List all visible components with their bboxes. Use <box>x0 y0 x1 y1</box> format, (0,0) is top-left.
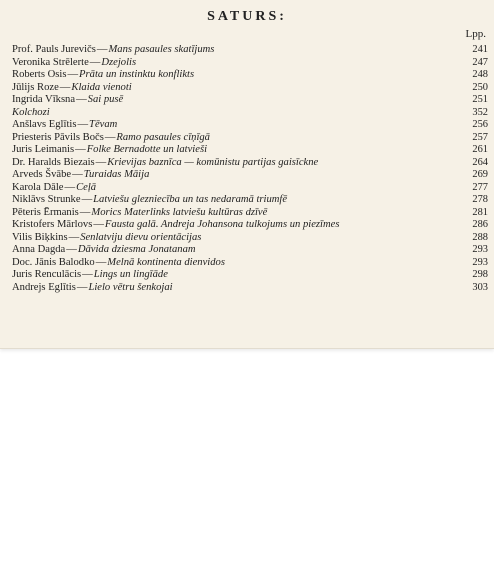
entry-dash: — <box>68 231 80 243</box>
toc-entry <box>12 57 488 70</box>
entry-title: Mans pasaules skatījums <box>108 44 215 55</box>
entry-dash: — <box>66 244 77 255</box>
entry-author: Karola Dāle <box>12 181 64 193</box>
entry-title: Sai pusē <box>87 94 124 105</box>
entry-title: Senlatviju dievu orientācijas <box>80 231 202 243</box>
entry-page-number: 278 <box>472 194 488 205</box>
entry-author: Ingrida Vīksna <box>12 94 76 105</box>
entry-author: Niklāvs Strunke <box>12 194 81 205</box>
entry-page-number: 247 <box>472 56 488 68</box>
entry-title: Lings un lingīāde <box>93 269 168 280</box>
entry-author: Doc. Jānis Balodko <box>12 256 95 268</box>
entry-page-number: 251 <box>472 94 488 105</box>
entry-dash: — <box>95 256 107 268</box>
entry-author: Pēteris Ērmanis <box>12 206 79 218</box>
toc-entry <box>12 107 488 120</box>
entry-dash: — <box>104 131 116 143</box>
entry-page-number: 298 <box>472 269 488 280</box>
entry-page-number: 248 <box>472 69 488 80</box>
entry-dash: — <box>59 81 71 93</box>
entry-author: Prof. Pauls Jurevičs <box>12 44 96 55</box>
toc-entry <box>12 257 488 270</box>
entry-dash: — <box>79 206 91 218</box>
entry-page-number: 250 <box>472 81 488 93</box>
entry-page-number: 293 <box>472 256 488 268</box>
entry-dash: — <box>76 281 88 293</box>
entry-author: Andrejs Eglītis <box>12 281 76 293</box>
entry-page-number: 277 <box>472 181 488 193</box>
entry-dash: — <box>81 194 93 205</box>
toc-entry <box>12 207 488 220</box>
entry-title: Latviešu glezniecība un tas nedaramā triumfē <box>93 194 288 205</box>
entry-page-number: 241 <box>472 44 488 55</box>
entry-author: Anšlavs Eglītis <box>12 119 77 130</box>
entry-title: Krievijas baznīca — komūnistu partijas gaisīckne <box>107 156 319 168</box>
entry-page-number: 256 <box>472 119 488 130</box>
entry-dash: — <box>93 219 104 230</box>
entry-author: Anna Dagda <box>12 244 66 255</box>
contents-title: SATURS: <box>207 9 287 24</box>
entry-dash: — <box>72 169 83 180</box>
toc-entry <box>12 282 488 295</box>
entry-author: Jūlijs Roze <box>12 81 59 93</box>
entry-dash: — <box>64 181 76 193</box>
toc-entry <box>12 269 488 282</box>
entry-author: Juris Renculācis <box>12 269 82 280</box>
entry-title: Ceļā <box>76 181 97 193</box>
toc-entry <box>12 157 488 170</box>
toc-entry <box>12 69 488 82</box>
entry-author: Dr. Haralds Biezais <box>12 156 95 168</box>
toc-entry <box>12 219 488 232</box>
entry-title: Turaidas Māija <box>83 169 150 180</box>
entry-dash: — <box>89 56 101 68</box>
entry-page-number: 281 <box>472 206 488 218</box>
entry-page-number: 352 <box>472 106 488 118</box>
pages-column-header: Lpp. <box>465 28 486 40</box>
entry-title: Tēvam <box>89 119 118 130</box>
entry-page-number: 257 <box>472 131 488 143</box>
entry-title: Lielo vētru šenkojai <box>88 281 173 293</box>
entry-page-number: 261 <box>472 144 488 155</box>
toc-entry <box>12 94 488 107</box>
entry-author: Juris Leimanis <box>12 144 75 155</box>
entry-page-number: 303 <box>472 281 488 293</box>
entry-dash: — <box>82 269 93 280</box>
entry-title: Folke Bernadotte un latvieši <box>86 144 208 155</box>
entry-title: Fausta galā. Andreja Johansona tulkojums un piezīmes <box>104 219 340 230</box>
toc-entry <box>12 132 488 145</box>
entry-title: Ramo pasaules cīņīgā <box>116 131 210 143</box>
entry-dash: — <box>76 94 87 105</box>
entry-page-number: 264 <box>472 156 488 168</box>
entry-dash: — <box>75 144 86 155</box>
toc-entry <box>12 144 488 157</box>
entry-title: Dzejolis <box>101 56 137 68</box>
entry-author: Arveds Švābe <box>12 169 72 180</box>
entry-dash: — <box>95 156 107 168</box>
entry-author: Kolchozi <box>12 106 50 118</box>
entry-author: Priesteris Pāvils Bočs <box>12 131 104 143</box>
entry-title: Prāta un instinktu konflikts <box>79 69 195 80</box>
toc-entry <box>12 244 488 257</box>
entry-page-number: 286 <box>472 219 488 230</box>
entry-page-number: 293 <box>472 244 488 255</box>
table-of-contents <box>12 44 488 294</box>
entry-page-number: 288 <box>472 231 488 243</box>
toc-entry <box>12 44 488 57</box>
entry-page-number: 269 <box>472 169 488 180</box>
entry-title: Morics Materlinks latviešu kultūras dzīvē <box>91 206 268 218</box>
toc-entry <box>12 169 488 182</box>
entry-dash: — <box>67 69 79 80</box>
entry-title: Dāvida dziesma Jonatanam <box>77 244 196 255</box>
toc-entry <box>12 119 488 132</box>
entry-title: Melnā kontinenta dienvidos <box>107 256 225 268</box>
toc-entry <box>12 232 488 245</box>
entry-dash: — <box>77 119 89 130</box>
entry-author: Vilis Biķkins <box>12 231 68 243</box>
entry-author: Roberts Osis <box>12 69 67 80</box>
toc-entry <box>12 82 488 95</box>
entry-author: Veronika Strēlerte <box>12 56 89 68</box>
toc-entry <box>12 182 488 195</box>
toc-entry <box>12 194 488 207</box>
entry-title: Klaida vienoti <box>71 81 132 93</box>
entry-author: Kristofers Mārlovs <box>12 219 93 230</box>
entry-dash: — <box>96 44 108 55</box>
